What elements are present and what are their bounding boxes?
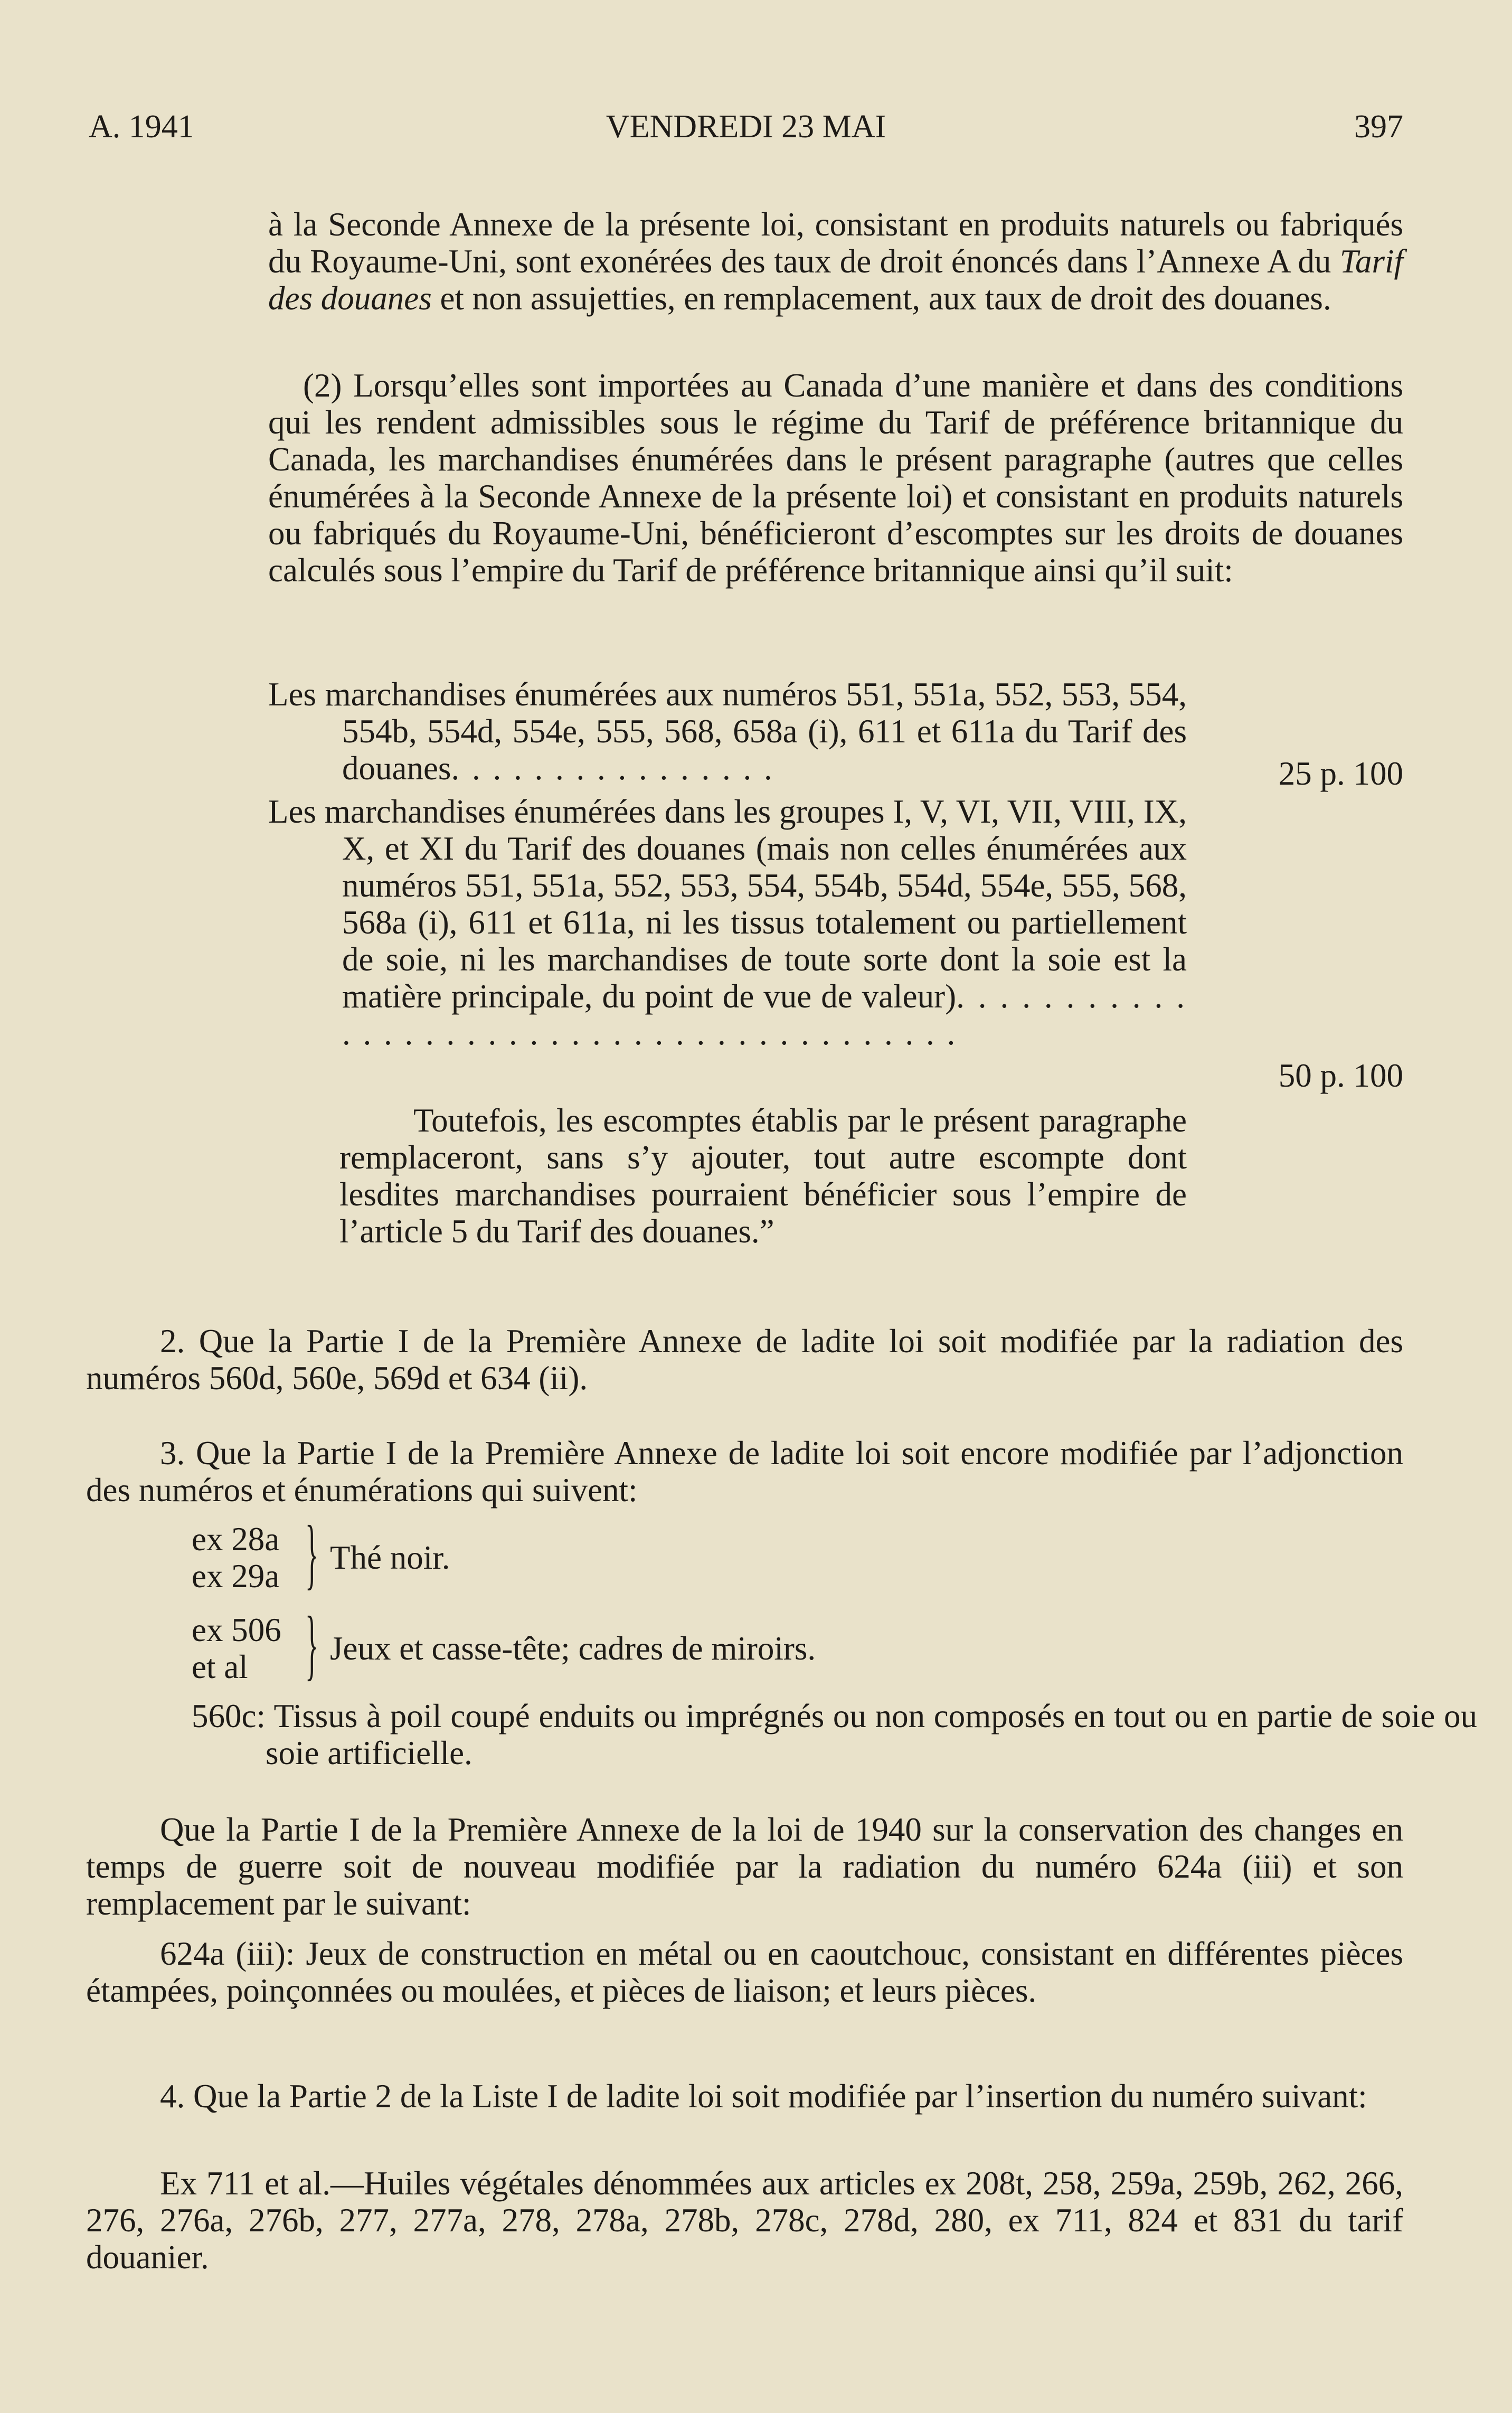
paragraph-continuation: à la Seconde Annexe de la présente loi, consistant en produits naturels ou fabriqués du Royaume-Uni, sont exonérées des taux de droit énoncés dans l’Annexe A du Tarif des douanes et non assujetties, en remplacement, aux taux de droit des douanes. [268, 206, 1403, 317]
tariff-item-560c: 560c: Tissus à poil coupé enduits ou imprégnés ou non composés en tout ou en partie de soie ou soie artificielle. [192, 1698, 1477, 1771]
brace: } [305, 1600, 319, 1688]
paragraph-proviso: Toutefois, les escomptes établis par le présent paragraphe remplaceront, sans s’y ajouter, tout autre escompte dont lesdites marchandises pourraient bénéficier sous l’empire de l’article 5 du Tarif des douanes.” [339, 1102, 1187, 1250]
entry-1-text: Les marchandises énumérées aux numéros 551, 551a, 552, 553, 554, 554b, 554d, 554e, 555, 568, 658a (i), 611 et 611a du Tarif des douanes. . . . . . . . . . . . . . . . [268, 676, 1187, 787]
tariff-item-506 [192, 1600, 984, 1691]
paragraph-section-2: 2. Que la Partie I de la Première Annexe de ladite loi soit modifiée par la radiation des numéros 560d, 560e, 569d et 634 (ii). [86, 1323, 1403, 1397]
entry-2-text: Les marchandises énumérées dans les groupes I, V, VI, VII, VIII, IX, X, et XI du Tarif des douanes (mais non celles énumérées aux numéros 551, 551a, 552, 553, 554, 554b, 554d, 554e, 555, 568, 568a (i), 611 et 611a, ni les tissus totalement ou partiellement de soie, ni les marchandises de toute sorte dont la soie est la matière principale, du point de vue de valeur). . . . . . . . . . . . . . . . . . . . . . . . . . . . . . . . . . . . . . . . . [268, 793, 1187, 1052]
tariff-code: ex 29a [192, 1558, 280, 1595]
schedule-entry-1 [268, 676, 1403, 792]
running-header [89, 108, 1403, 150]
header-date: VENDREDI 23 MAI [606, 109, 886, 145]
tariff-description: Jeux et casse-tête; cadres de miroirs. [330, 1630, 816, 1667]
paragraph-exchange-conservation: Que la Partie I de la Première Annexe de la loi de 1940 sur la conservation des changes en temps de guerre soit de nouveau modifiée par la radiation du numéro 624a (iii) et son remplacement par le suivant: [86, 1811, 1403, 1922]
paragraph-subsection-2: (2) Lorsqu’elles sont importées au Canada d’une manière et dans des conditions qui les rendent admissibles sous le régime du Tarif de préférence britannique du Canada, les marchandises énumérées dans le présent paragraphe (autres que celles énumérées à la Seconde Annexe de la présente loi) et consistant en produits naturels ou fabriqués du Royaume-Uni, bénéficieront d’escomptes sur les droits de douanes calculés sous l’empire du Tarif de préférence britannique ainsi qu’il suit: [268, 367, 1403, 589]
entry-2-leader: . . . . . . . . . . . . . . . . . . . . . . . . . . . . . . . . . . . . . . . . . [342, 978, 1187, 1052]
tariff-code: ex 506 [192, 1611, 281, 1648]
brace: } [305, 1510, 319, 1597]
entry-1-rate: 25 p. 100 [1278, 755, 1403, 792]
entry-1-leader: . . . . . . . . . . . . . . . . [451, 750, 774, 787]
schedule-entry-2 [268, 793, 1403, 1094]
entry-2-rate: 50 p. 100 [1278, 1057, 1403, 1094]
paragraph-ex-711: Ex 711 et al.—Huiles végétales dénommées aux articles ex 208t, 258, 259a, 259b, 262, 266, 276, 276a, 276b, 277, 277a, 278, 278a, 278b, 278c, 278d, 280, ex 711, 824 et 831 du tarif douanier. [86, 2165, 1403, 2276]
act-title: Tarif des douanes [268, 243, 1403, 317]
tariff-code: et al [192, 1648, 248, 1685]
paragraph-624a: 624a (iii): Jeux de construction en métal ou en caoutchouc, consistant en différentes pièces étampées, poinçonnées ou moulées, et pièces de liaison; et leurs pièces. [86, 1935, 1403, 2009]
tariff-description: Thé noir. [330, 1539, 450, 1576]
paragraph-section-3: 3. Que la Partie I de la Première Annexe de ladite loi soit encore modifiée par l’adjonction des numéros et énumérations qui suivent: [86, 1435, 1403, 1509]
tariff-code: ex 28a [192, 1521, 280, 1558]
page-number: 397 [1354, 109, 1403, 145]
header-session: A. 1941 [89, 109, 194, 145]
tariff-item-28a-29a [192, 1510, 561, 1600]
paragraph-section-4: 4. Que la Partie 2 de la Liste I de ladite loi soit modifiée par l’insertion du numéro suivant: [160, 2078, 1367, 2115]
